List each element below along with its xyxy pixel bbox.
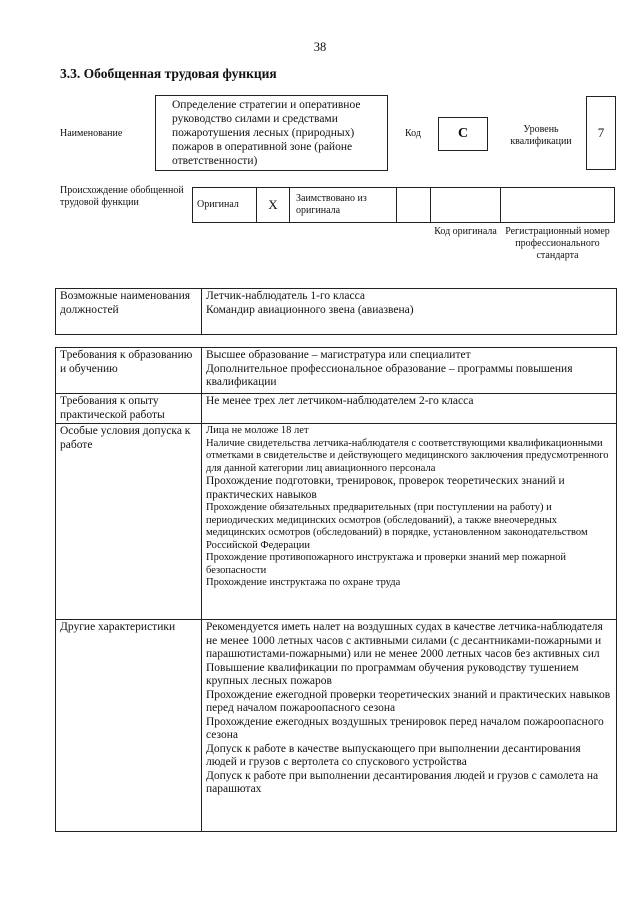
special-conditions-label: Особые условия допуска к работе <box>56 424 202 620</box>
other-characteristics-label: Другие характеристики <box>56 620 202 832</box>
reg-number-cell <box>500 187 615 223</box>
origin-blank-cell <box>396 187 431 223</box>
requirement-line: Прохождение инструктажа по охране труда <box>206 577 401 588</box>
name-label: Наименование <box>60 128 123 139</box>
requirement-line: Не менее трех лет летчиком-наблюдателем 2-го класса <box>206 395 474 407</box>
education-label: Требования к образованию и обучению <box>56 348 202 394</box>
original-label: Оригинал <box>197 199 239 210</box>
positions-label: Возможные наименования должностей <box>56 289 202 335</box>
level-value-box <box>586 96 616 170</box>
page-number: 38 <box>313 40 327 54</box>
table-row <box>56 394 617 424</box>
other-characteristics-values <box>202 620 617 832</box>
reg-number-label: Регистрационный номер профессионального стандарта <box>505 226 610 261</box>
code-value: С <box>457 126 469 141</box>
requirement-line: Допуск к работе при выполнении десантирования людей и грузов с самолета на парашютах <box>206 769 599 795</box>
special-conditions-values <box>202 424 617 620</box>
original-code-label: Код оригинала <box>434 226 497 237</box>
requirement-line: Рекомендуется иметь налет на воздушных судах в качестве летчика-наблюдателя не менее 1000 летных часов с активными силами (с десантниками-пожарными и парашютистами-пожарными) или не менее 2000 летных часов без активных сил <box>206 621 603 660</box>
borrowed-label: Заимствовано из оригинала <box>296 193 367 216</box>
experience-values <box>202 394 617 424</box>
requirement-line: Прохождение противопожарного инструктажа и проверки знаний мер пожарной безопасности <box>206 552 567 576</box>
table-row <box>56 348 617 394</box>
requirement-line: Прохождение ежегодной проверки теоретических знаний и практических навыков перед началом пожароопасного сезона <box>206 688 611 714</box>
requirement-line: Допуск к работе в качестве выпускающего при выполнении десантирования людей и грузов с вертолета со спускового устройства <box>206 742 581 768</box>
requirement-line: Прохождение обязательных предварительных (при поступлении на работу) и периодических медицинских осмотров (обследований), а также внеочередных медицинских осмотров (обследований) в порядке, установленном законодательством Российской Федерации <box>206 502 588 551</box>
table-row <box>56 424 617 620</box>
requirement-line: Лица не моложе 18 лет <box>206 425 309 436</box>
original-code-cell <box>430 187 501 223</box>
origin-original-cell <box>192 187 257 223</box>
borrowed-cell <box>289 187 397 223</box>
function-name-box <box>155 95 388 171</box>
education-values <box>202 348 617 394</box>
section-title: 3.3. Обобщенная трудовая функция <box>60 66 277 81</box>
experience-label: Требования к опыту практической работы <box>56 394 202 424</box>
requirements-table <box>55 347 617 832</box>
requirement-line: Прохождение подготовки, тренировок, проверок теоретических знаний и практических навыков <box>206 475 565 501</box>
code-label: Код <box>405 128 421 139</box>
requirement-line: Высшее образование – магистратура или специалитет <box>206 349 471 361</box>
original-mark: Х <box>268 197 278 212</box>
table-row <box>56 620 617 832</box>
origin-label: Происхождение обобщенной трудовой функции <box>60 185 184 208</box>
original-mark-cell <box>256 187 290 223</box>
positions-values <box>202 289 617 335</box>
code-value-box <box>438 117 488 151</box>
requirement-line: Дополнительное профессиональное образование – программы повышения квалификации <box>206 362 573 388</box>
position-item: Командир авиационного звена (авиазвена) <box>206 303 414 316</box>
function-name-value: Определение стратегии и оперативное руководство силами и средствами пожаротушения лесных (природных) пожаров в оперативной зоне (районе ответственности) <box>172 99 361 167</box>
positions-table <box>55 288 617 335</box>
level-label: Уровень квалификации <box>510 124 572 147</box>
requirement-line: Прохождение ежегодных воздушных тренировок перед началом пожароопасного сезона <box>206 715 604 741</box>
requirement-line: Повышение квалификации по программам обучения руководству тушением крупных лесных пожаров <box>206 661 579 687</box>
requirement-line: Наличие свидетельства летчика-наблюдателя с соответствующими квалификационными отметками в свидетельстве и действующего медицинского заключения предусмотренного для данной категории лиц авиационного персонала <box>206 437 609 474</box>
level-value: 7 <box>597 125 605 140</box>
position-item: Летчик-наблюдатель 1-го класса <box>206 290 365 302</box>
